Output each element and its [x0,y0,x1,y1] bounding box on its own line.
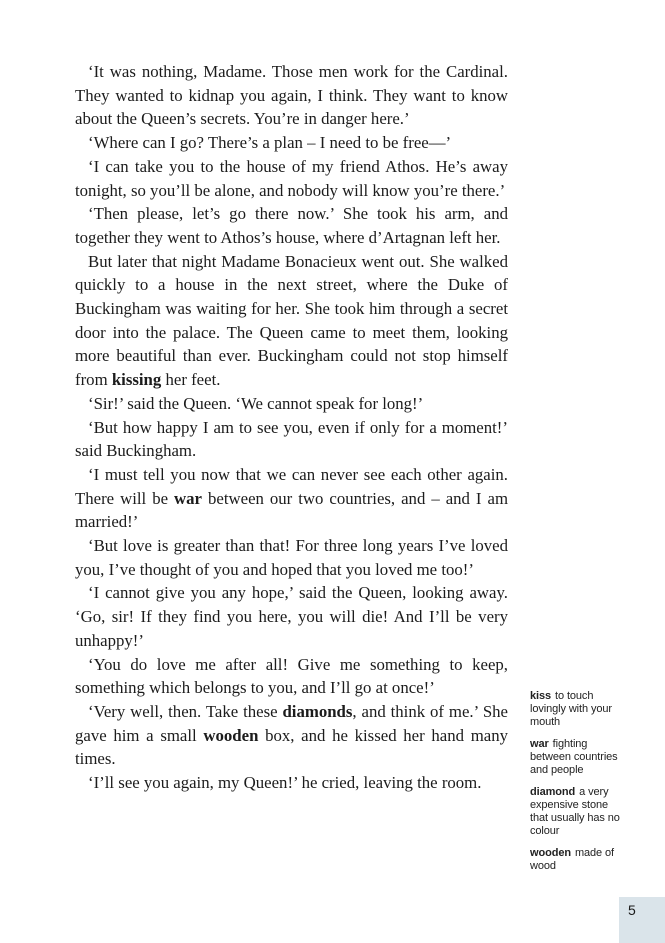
bold-vocab-term: war [174,488,203,508]
page-number-box [619,897,665,943]
text-segment: , and think of me.’ She gave him a small [75,701,509,745]
glossary-definition: made of wood [530,847,614,872]
text-segment: ‘But love is greater than that! For three long years I’ve loved you, I’ve thought of you and hoped that you loved me too!’ [75,536,508,579]
text-segment: ‘But how happy I am to see you, even if only for a moment!’ said Buckingham. [75,417,508,461]
glossary-sidebar [530,690,624,882]
paragraph [75,131,508,155]
paragraph [75,250,508,392]
paragraph [75,700,508,771]
text-segment: her feet. [161,370,221,390]
paragraph [75,771,508,795]
paragraph [75,392,508,416]
paragraph [75,60,508,131]
text-segment: ‘Then please, let’s go there now.’ She took his arm, and together they went to Athos’s house, where d’Artagnan left her. [75,204,508,247]
text-segment: ‘I must tell you now that we can never see each other again. There will be [75,464,508,508]
glossary-definition: a very expensive stone that usually has no colour [530,786,620,837]
glossary-word: diamond [530,786,576,798]
paragraph [75,416,508,463]
glossary-word: kiss [530,690,552,702]
text-segment: between our two countries, and – and I am married!’ [75,488,508,532]
paragraph [75,653,508,700]
bold-vocab-term: wooden [203,725,259,745]
text-segment: ‘I’ll see you again, my Queen!’ he cried, leaving the room. [88,773,482,793]
glossary-entry [530,690,624,729]
text-segment: box, and he kissed her hand many times. [75,725,509,769]
bold-vocab-term: kissing [111,370,162,390]
glossary-definition: to touch lovingly with your mouth [530,690,612,728]
page-number: 5 [628,902,636,918]
paragraph [75,202,508,249]
bold-vocab-term: diamonds [282,701,353,721]
glossary-entry [530,847,624,873]
text-segment: But later that night Madame Bonacieux went out. She walked quickly to a house in the next street, where the Duke of Buckingham was waiting for her. She took him through a secret door into the palace. The Queen came to meet them, looking more beautiful than ever. Buckingham could not stop himself from [75,251,508,390]
text-segment: ‘Sir!’ said the Queen. ‘We cannot speak for long!’ [88,393,424,413]
glossary-word: wooden [530,847,571,859]
paragraph [75,534,508,581]
text-segment: ‘I cannot give you any hope,’ said the Queen, looking away. ‘Go, sir! If they find you here, you will die! And I’ll be very unhappy!’ [75,583,508,650]
text-segment: ‘It was nothing, Madame. Those men work for the Cardinal. They wanted to kidnap you again, I think. They want to know about the Queen’s secrets. You’re in danger here.’ [75,62,508,129]
text-segment: ‘I can take you to the house of my friend Athos. He’s away tonight, so you’ll be alone, and nobody will know you’re there.’ [75,156,508,200]
glossary-entry [530,738,624,777]
text-segment: ‘Very well, then. Take these [88,701,283,721]
story-text-column [75,60,508,795]
text-segment: ‘You do love me after all! Give me something to keep, something which belongs to you, and I’ll go at once!’ [75,654,508,698]
glossary-definition: fighting between countries and people [530,738,618,776]
paragraph [75,155,508,202]
paragraph [75,581,508,652]
paragraph [75,463,508,534]
glossary-entry [530,786,624,838]
text-segment: ‘Where can I go? There’s a plan – I need to be free—’ [88,133,452,153]
glossary-word: war [530,738,549,750]
